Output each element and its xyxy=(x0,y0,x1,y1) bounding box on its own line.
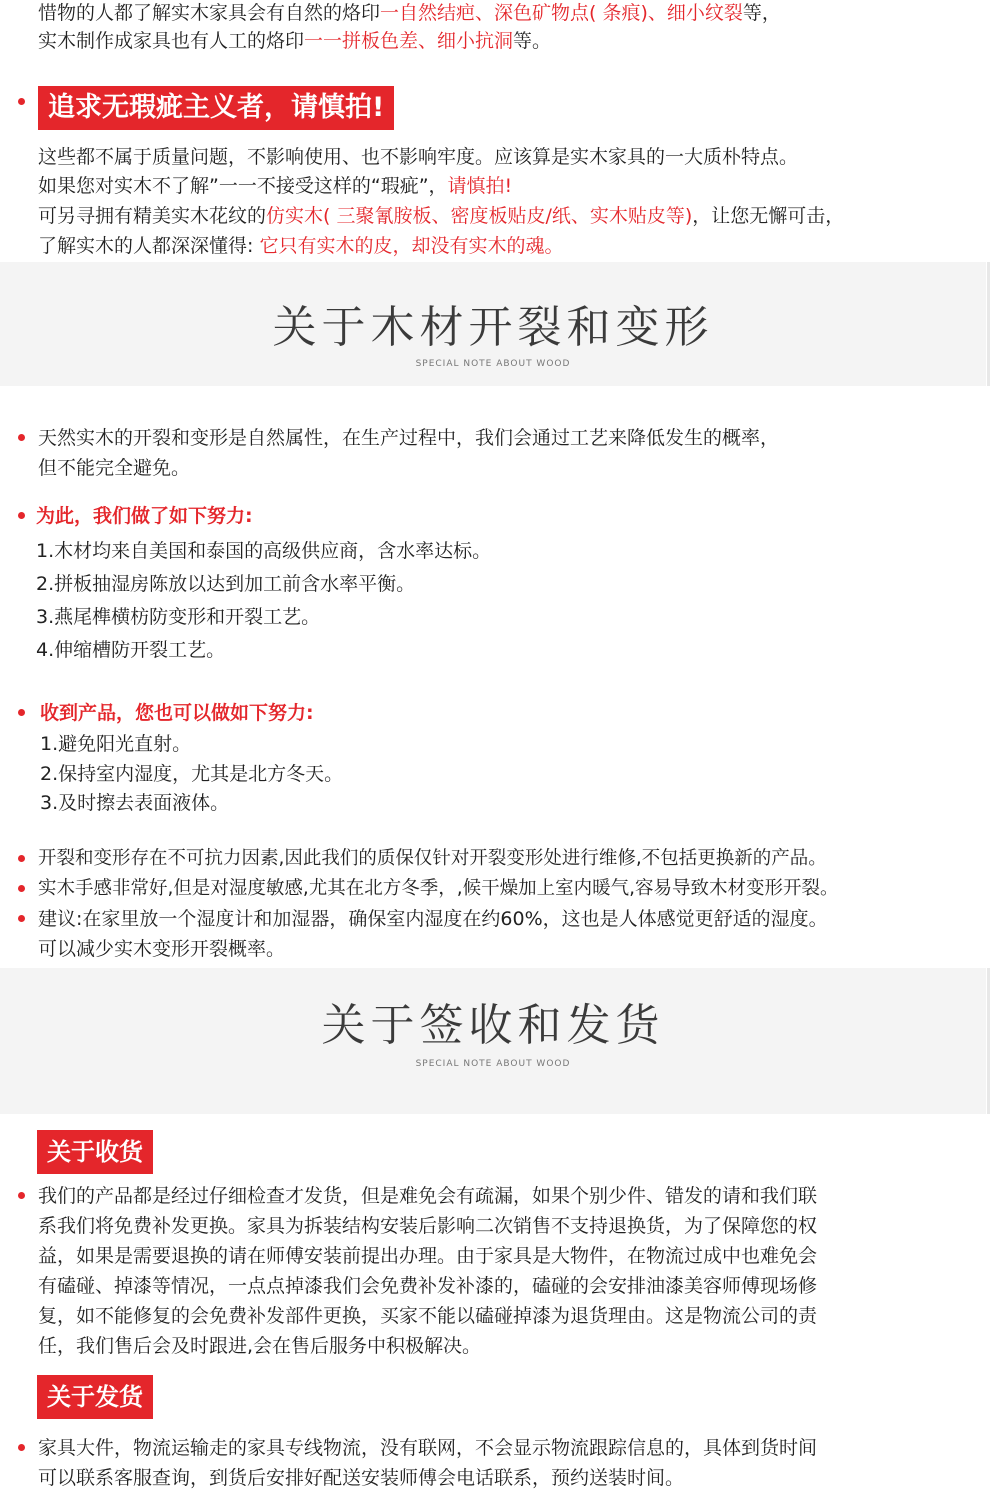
intro-line-2-text: 实木制作成家具也有人工的烙印 xyxy=(38,30,305,52)
bullet-dot xyxy=(18,709,25,716)
warning-paragraph-3-highlight: 仿实木( 三聚氰胺板、密度板贴皮/纸、实木贴皮等) xyxy=(266,205,693,227)
receipt-line: 我们的产品都是经过仔细检查才发货，但是难免会有疏漏，如果个别少件、错发的请和我们联 xyxy=(38,1185,818,1207)
bullet-dot xyxy=(18,1192,25,1199)
wood-note: 实木手感非常好,但是对湿度敏感,尤其在北方冬季，,候干燥加上室内暖气,容易导致木材变形开裂。 xyxy=(38,878,839,899)
bullet-dot xyxy=(18,434,25,441)
section-header-delivery xyxy=(0,968,986,1114)
receipt-line: 益，如果是需要退换的请在师傅安装前提出办理。由于家具是大物件，在物流过成中也难免会 xyxy=(38,1245,818,1267)
warning-paragraph-1: 这些都不属于质量问题，不影响使用、也不影响牢度。应该算是实木家具的一大质朴特点。 xyxy=(38,146,799,168)
receipt-line: 复，如不能修复的会免费补发部件更换，买家不能以磕碰掉漆为退货理由。这是物流公司的责 xyxy=(38,1305,818,1327)
bullet-dot xyxy=(18,98,25,105)
warning-title: 追求无瑕疵主义者，请慎拍! xyxy=(38,86,394,130)
bullet-dot xyxy=(18,1444,25,1451)
effort-item: 3.燕尾榫横枋防变形和开裂工艺。 xyxy=(36,606,321,628)
customer-effort-item: 1.避免阳光直射。 xyxy=(40,733,192,755)
effort-item: 2.拼板抽湿房陈放以达到加工前含水率平衡。 xyxy=(36,573,416,595)
warning-paragraph-4-text: 了解实木的人都深深懂得: xyxy=(38,235,260,257)
intro-line-1-highlight: 一自然结疤、深色矿物点( 条痕)、细小纹裂 xyxy=(380,2,743,24)
warning-paragraph-2-highlight: 请慎拍! xyxy=(447,175,513,197)
shipping-line: 可以联系客服查询，到货后安排好配送安装师傅会电话联系，预约送装时间。 xyxy=(38,1467,685,1489)
bullet-dot xyxy=(18,855,25,862)
intro-line-2-highlight: 一一拼板色差、细小抗洞 xyxy=(304,30,514,52)
intro-line-2-end: 等。 xyxy=(513,30,552,52)
warning-paragraph-4-highlight: 它只有实木的皮，却没有实木的魂。 xyxy=(259,235,564,257)
intro-line-2 xyxy=(38,28,551,54)
wood-intro-line-1: 天然实木的开裂和变形是自然属性，在生产过程中，我们会通过工艺来降低发生的概率， xyxy=(38,427,780,449)
warning-paragraph-3-text: 可另寻拥有精美实木花纹的 xyxy=(38,205,267,227)
section-subtitle-wood: SPECIAL NOTE ABOUT WOOD xyxy=(415,359,571,369)
customer-effort-item: 3.及时擦去表面液体。 xyxy=(40,792,230,814)
bullet-dot xyxy=(18,512,25,519)
section-title-wood: 关于木材开裂和变形 xyxy=(272,302,714,353)
intro-line-1 xyxy=(38,0,781,26)
warning-paragraph-3 xyxy=(38,203,844,229)
wood-note: 开裂和变形存在不可抗力因素,因此我们的质保仅针对开裂变形处进行维修,不包括更换新的产品。 xyxy=(38,848,827,869)
intro-line-1-end: 等， xyxy=(742,2,781,24)
effort-item: 1.木材均来自美国和泰国的高级供应商，含水率达标。 xyxy=(36,540,492,562)
receipt-title: 关于收货 xyxy=(37,1130,153,1174)
section-title-delivery: 关于签收和发货 xyxy=(321,1000,665,1051)
receipt-line: 有磕碰、掉漆等情况，一点点掉漆我们会免费补发补漆的，磕碰的会安排油漆美容师傅现场修 xyxy=(38,1275,818,1297)
wood-intro-line-2: 但不能完全避免。 xyxy=(38,457,191,479)
efforts-title: 为此，我们做了如下努力: xyxy=(36,505,253,527)
section-header-wood xyxy=(0,262,986,386)
intro-line-1-text: 惜物的人都了解实木家具会有自然的烙印 xyxy=(38,2,381,24)
effort-item: 4.伸缩槽防开裂工艺。 xyxy=(36,639,226,661)
shipping-line: 家具大件，物流运输走的家具专线物流，没有联网，不会显示物流跟踪信息的，具体到货时间 xyxy=(38,1437,818,1459)
section-subtitle-delivery: SPECIAL NOTE ABOUT WOOD xyxy=(415,1059,571,1069)
warning-paragraph-3-end: ，让您无懈可击， xyxy=(692,205,845,227)
receipt-line: 任，我们售后会及时跟进,会在售后服务中积极解决。 xyxy=(38,1335,482,1357)
customer-efforts-title: 收到产品，您也可以做如下努力: xyxy=(40,702,314,724)
bullet-dot xyxy=(18,915,25,922)
wood-note: 建议:在家里放一个湿度计和加湿器，确保室内湿度在约60%，这也是人体感觉更舒适的湿度。 xyxy=(38,908,828,930)
warning-paragraph-2-text: 如果您对实木不了解”一一不接受这样的“瑕疵”， xyxy=(38,175,448,197)
bullet-dot xyxy=(18,885,25,892)
wood-note-tail: 可以减少实木变形开裂概率。 xyxy=(38,938,286,960)
receipt-line: 系我们将免费补发更换。家具为拆装结构安装后影响二次销售不支持退换货，为了保障您的权 xyxy=(38,1215,818,1237)
warning-paragraph-4 xyxy=(38,233,563,259)
shipping-title: 关于发货 xyxy=(37,1375,153,1419)
warning-paragraph-2 xyxy=(38,173,512,199)
customer-effort-item: 2.保持室内湿度，尤其是北方冬天。 xyxy=(40,763,344,785)
